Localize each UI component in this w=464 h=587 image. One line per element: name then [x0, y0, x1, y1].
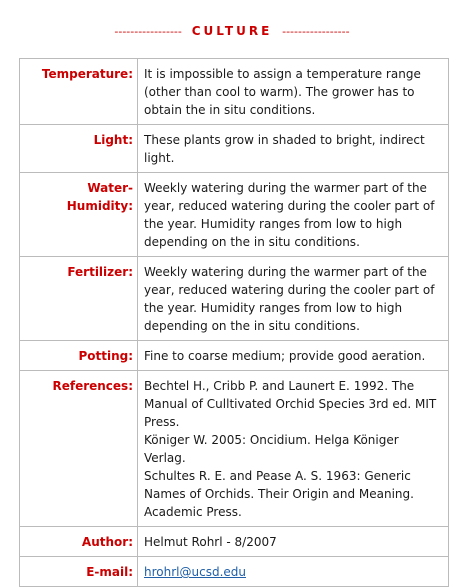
section-heading	[0, 24, 464, 38]
water-humidity-value: Weekly watering during the warmer part of the year, reduced watering during the cooler part of the year. Humidity ranges from low to high depending on the in situ conditions.	[138, 173, 449, 257]
culture-table	[19, 58, 449, 587]
temperature-value: It is impossible to assign a temperature range (other than cool to warm). The grower has to obtain the in situ conditions.	[138, 59, 449, 125]
heading-dashes-right: -----------------	[282, 25, 350, 38]
reference-item: Schultes R. E. and Pease A. S. 1963: Generic Names of Orchids. Their Origin and Meaning. Academic Press.	[144, 469, 414, 519]
email-label: E-mail:	[20, 557, 138, 587]
heading-title: CULTURE	[191, 24, 273, 38]
light-value: These plants grow in shaded to bright, indirect light.	[138, 125, 449, 173]
water-humidity-label-line2: Humidity:	[66, 199, 133, 213]
row-email	[20, 557, 449, 587]
heading-dashes-left: -----------------	[114, 25, 182, 38]
row-author	[20, 527, 449, 557]
email-link[interactable]: hrohrl@ucsd.edu	[144, 565, 246, 579]
temperature-label: Temperature:	[20, 59, 138, 125]
reference-item: Bechtel H., Cribb P. and Launert E. 1992. The Manual of Culltivated Orchid Species 3rd ed. MIT Press.	[144, 379, 437, 429]
row-temperature	[20, 59, 449, 125]
email-cell	[138, 557, 449, 587]
references-label: References:	[20, 371, 138, 527]
water-humidity-label	[20, 173, 138, 257]
water-humidity-label-line1: Water-	[87, 181, 133, 195]
reference-item: Königer W. 2005: Oncidium. Helga Königer Verlag.	[144, 433, 399, 465]
row-references	[20, 371, 449, 527]
row-water-humidity	[20, 173, 449, 257]
row-potting	[20, 341, 449, 371]
row-fertilizer	[20, 257, 449, 341]
potting-value: Fine to coarse medium; provide good aeration.	[138, 341, 449, 371]
potting-label: Potting:	[20, 341, 138, 371]
author-label: Author:	[20, 527, 138, 557]
references-value	[138, 371, 449, 527]
row-light	[20, 125, 449, 173]
light-label: Light:	[20, 125, 138, 173]
fertilizer-value: Weekly watering during the warmer part of the year, reduced watering during the cooler part of the year. Humidity ranges from low to high depending on the in situ conditions.	[138, 257, 449, 341]
fertilizer-label: Fertilizer:	[20, 257, 138, 341]
author-value: Helmut Rohrl - 8/2007	[138, 527, 449, 557]
